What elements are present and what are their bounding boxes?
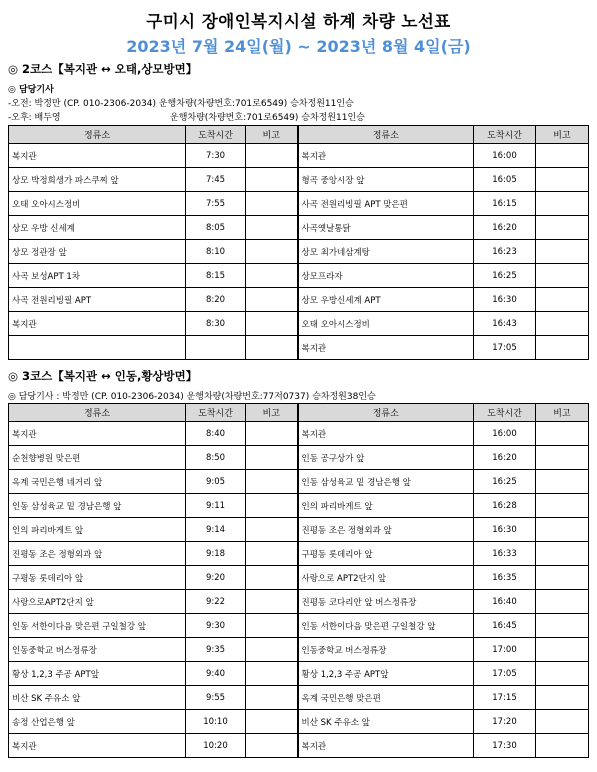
arrival-time-cell: 9:20 (186, 566, 246, 590)
stop-cell: 오태 오아시스정비 (9, 192, 186, 216)
table-row (9, 638, 589, 662)
note-cell (536, 590, 589, 614)
column-header: 정류소 (9, 404, 186, 422)
note-cell (246, 336, 298, 360)
note-cell (536, 614, 589, 638)
table-row (9, 494, 589, 518)
stop-cell: 복지관 (9, 144, 186, 168)
note-cell (246, 710, 298, 734)
stop-cell: 복지관 (9, 734, 186, 758)
arrival-time-cell: 7:45 (186, 168, 246, 192)
arrival-time-cell: 16:23 (474, 240, 536, 264)
table-row (9, 614, 589, 638)
arrival-time-cell: 8:10 (186, 240, 246, 264)
arrival-time-cell: 16:35 (474, 566, 536, 590)
stop-cell: 복지관 (298, 422, 474, 446)
stop-cell: 인동중학교 버스정류장 (298, 638, 474, 662)
table-row (9, 542, 589, 566)
table-row (9, 264, 589, 288)
stop-cell: 상모 우방신세계 APT (298, 288, 474, 312)
note-cell (246, 288, 298, 312)
column-header: 비고 (246, 404, 298, 422)
arrival-time-cell: 9:05 (186, 470, 246, 494)
stop-cell: 황상 1,2,3 주공 APT앞 (9, 662, 186, 686)
arrival-time-cell: 8:40 (186, 422, 246, 446)
arrival-time-cell: 9:14 (186, 518, 246, 542)
note-cell (536, 144, 589, 168)
table-row (9, 590, 589, 614)
arrival-time-cell: 16:15 (474, 192, 536, 216)
note-cell (246, 566, 298, 590)
note-cell (246, 494, 298, 518)
table-row (9, 446, 589, 470)
table-row (9, 518, 589, 542)
stop-cell: 복지관 (9, 312, 186, 336)
stop-cell: 복지관 (298, 336, 474, 360)
note-cell (246, 638, 298, 662)
table-row (9, 240, 589, 264)
column-header: 비고 (536, 404, 589, 422)
stop-cell: 순천향병원 맞은편 (9, 446, 186, 470)
table-row (9, 192, 589, 216)
note-cell (246, 144, 298, 168)
stop-cell: 구평동 롯데리아 앞 (9, 566, 186, 590)
stop-cell: 비산 SK 주유소 앞 (298, 710, 474, 734)
note-cell (246, 264, 298, 288)
table-header-row (9, 126, 589, 144)
stop-cell: 진평동 조은 정형외과 앞 (9, 542, 186, 566)
arrival-time-cell: 16:25 (474, 264, 536, 288)
column-header: 정류소 (298, 404, 474, 422)
note-cell (536, 192, 589, 216)
note-cell (536, 542, 589, 566)
stop-cell: 사랑으로APT2단지 앞 (9, 590, 186, 614)
arrival-time-cell: 10:10 (186, 710, 246, 734)
table-row (9, 144, 589, 168)
table-row (9, 566, 589, 590)
arrival-time-cell: 17:30 (474, 734, 536, 758)
stop-cell: 상모 박정희생가 파스쿠찌 앞 (9, 168, 186, 192)
arrival-time-cell: 9:11 (186, 494, 246, 518)
table-row (9, 422, 589, 446)
arrival-time-cell: 8:20 (186, 288, 246, 312)
column-header: 도착시간 (474, 404, 536, 422)
course2-table (8, 125, 589, 360)
arrival-time-cell: 8:15 (186, 264, 246, 288)
course2-heading: ◎ 2코스【복지관 ↔ 오태,상모방면】 (8, 62, 198, 76)
note-cell (246, 686, 298, 710)
arrival-time-cell: 17:05 (474, 336, 536, 360)
table-row (9, 710, 589, 734)
note-cell (536, 336, 589, 360)
course2-pm-name: -오후: 배두영 (8, 113, 61, 123)
note-cell (246, 590, 298, 614)
arrival-time-cell: 17:00 (474, 638, 536, 662)
note-cell (536, 638, 589, 662)
arrival-time-cell: 9:18 (186, 542, 246, 566)
stop-cell: 인의 파리바게트 앞 (9, 518, 186, 542)
stop-cell: 송정 산업은행 앞 (9, 710, 186, 734)
stop-cell: 오태 오아시스정비 (298, 312, 474, 336)
note-cell (246, 216, 298, 240)
stop-cell: 사랑으로 APT2단지 앞 (298, 566, 474, 590)
stop-cell (9, 336, 186, 360)
note-cell (246, 446, 298, 470)
arrival-time-cell: 9:35 (186, 638, 246, 662)
stop-cell: 상모프라자 (298, 264, 474, 288)
stop-cell: 인동 삼성육교 밑 경남은행 앞 (298, 470, 474, 494)
course3-table (8, 403, 589, 758)
table-row (9, 662, 589, 686)
note-cell (536, 168, 589, 192)
arrival-time-cell: 16:00 (474, 144, 536, 168)
note-cell (246, 614, 298, 638)
note-cell (536, 686, 589, 710)
table-row (9, 470, 589, 494)
course3-driver: ◎ 담당기사 : 박정만 (CP. 010-2306-2034) 운행차량(차량번호:77저0737) 승차정원38인승 (8, 392, 376, 402)
column-header: 도착시간 (474, 126, 536, 144)
page-title: 구미시 장애인복지시설 하계 차량 노선표 (146, 12, 451, 31)
stop-cell: 인동 서한이다음 맞은편 구일철강 앞 (298, 614, 474, 638)
table-row (9, 336, 589, 360)
stop-cell: 복지관 (9, 422, 186, 446)
stop-cell: 비산 SK 주유소 앞 (9, 686, 186, 710)
arrival-time-cell: 8:05 (186, 216, 246, 240)
arrival-time-cell: 16:40 (474, 590, 536, 614)
arrival-time-cell: 7:55 (186, 192, 246, 216)
note-cell (536, 312, 589, 336)
arrival-time-cell: 16:20 (474, 446, 536, 470)
arrival-time-cell: 9:22 (186, 590, 246, 614)
stop-cell: 복지관 (298, 144, 474, 168)
arrival-time-cell: 16:33 (474, 542, 536, 566)
arrival-time-cell: 16:25 (474, 470, 536, 494)
note-cell (536, 264, 589, 288)
arrival-time-cell: 16:43 (474, 312, 536, 336)
note-cell (246, 240, 298, 264)
note-cell (536, 446, 589, 470)
note-cell (246, 168, 298, 192)
stop-cell: 인동중학교 버스정류장 (9, 638, 186, 662)
stop-cell: 상모 최가네삼계탕 (298, 240, 474, 264)
arrival-time-cell: 16:30 (474, 288, 536, 312)
arrival-time-cell: 8:30 (186, 312, 246, 336)
stop-cell: 사곡옛날통닭 (298, 216, 474, 240)
note-cell (246, 662, 298, 686)
table-row (9, 288, 589, 312)
note-cell (536, 240, 589, 264)
arrival-time-cell: 17:15 (474, 686, 536, 710)
table-row (9, 686, 589, 710)
table-row (9, 216, 589, 240)
note-cell (536, 216, 589, 240)
arrival-time-cell: 8:50 (186, 446, 246, 470)
course2-pm-vehicle: 운행차량(차량번호:701로6549) 승차정원11인승 (170, 113, 365, 123)
page-subtitle: 2023년 7월 24일(월) ~ 2023년 8월 4일(금) (126, 37, 471, 56)
column-header: 비고 (246, 126, 298, 144)
arrival-time-cell: 16:28 (474, 494, 536, 518)
stop-cell: 사곡 보성APT 1차 (9, 264, 186, 288)
column-header: 도착시간 (186, 126, 246, 144)
note-cell (246, 312, 298, 336)
stop-cell: 복지관 (298, 734, 474, 758)
note-cell (246, 470, 298, 494)
stop-cell: 황상 1,2,3 주공 APT앞 (298, 662, 474, 686)
arrival-time-cell: 16:30 (474, 518, 536, 542)
course3-heading: ◎ 3코스【복지관 ↔ 인동,황상방면】 (8, 369, 198, 383)
note-cell (536, 566, 589, 590)
stop-cell: 사곡 전원리빙필 APT (9, 288, 186, 312)
stop-cell: 인동 서한이다음 맞은편 구일철강 앞 (9, 614, 186, 638)
stop-cell: 사곡 전원리빙필 APT 맞은편 (298, 192, 474, 216)
course2-pm-driver (8, 110, 448, 123)
arrival-time-cell: 16:05 (474, 168, 536, 192)
note-cell (536, 288, 589, 312)
arrival-time-cell: 16:20 (474, 216, 536, 240)
column-header: 정류소 (298, 126, 474, 144)
note-cell (536, 734, 589, 758)
note-cell (536, 470, 589, 494)
table-row (9, 734, 589, 758)
stop-cell: 진평동 조은 정형외과 앞 (298, 518, 474, 542)
arrival-time-cell: 9:55 (186, 686, 246, 710)
table-header-row (9, 404, 589, 422)
note-cell (536, 710, 589, 734)
table-row (9, 168, 589, 192)
column-header: 정류소 (9, 126, 186, 144)
note-cell (536, 494, 589, 518)
column-header: 비고 (536, 126, 589, 144)
note-cell (246, 192, 298, 216)
stop-cell: 형곡 중앙시장 앞 (298, 168, 474, 192)
note-cell (536, 422, 589, 446)
arrival-time-cell: 16:00 (474, 422, 536, 446)
table-row (9, 312, 589, 336)
stop-cell: 인동 삼성육교 밑 경남은행 앞 (9, 494, 186, 518)
stop-cell: 진평동 코다리안 앞 버스정류장 (298, 590, 474, 614)
arrival-time-cell: 10:20 (186, 734, 246, 758)
arrival-time-cell: 9:30 (186, 614, 246, 638)
note-cell (536, 518, 589, 542)
column-header: 도착시간 (186, 404, 246, 422)
note-cell (246, 734, 298, 758)
stop-cell: 상모 우방 신세계 (9, 216, 186, 240)
stop-cell: 인의 파리바게트 앞 (298, 494, 474, 518)
stop-cell: 옥계 국민은행 네거리 앞 (9, 470, 186, 494)
course2-driver-heading: ◎ 담당기사 (8, 85, 54, 95)
note-cell (246, 542, 298, 566)
note-cell (536, 662, 589, 686)
note-cell (246, 518, 298, 542)
arrival-time-cell (186, 336, 246, 360)
arrival-time-cell: 16:45 (474, 614, 536, 638)
stop-cell: 구평동 롯데리아 앞 (298, 542, 474, 566)
note-cell (246, 422, 298, 446)
course2-am-driver: -오전: 박정만 (CP. 010-2306-2034) 운행차량(차량번호:701로6549) 승차정원11인승 (8, 99, 354, 109)
arrival-time-cell: 17:20 (474, 710, 536, 734)
arrival-time-cell: 9:40 (186, 662, 246, 686)
stop-cell: 옥계 국민은행 맞은편 (298, 686, 474, 710)
stop-cell: 인동 공구상가 앞 (298, 446, 474, 470)
stop-cell: 상모 정관장 앞 (9, 240, 186, 264)
arrival-time-cell: 17:05 (474, 662, 536, 686)
arrival-time-cell: 7:30 (186, 144, 246, 168)
